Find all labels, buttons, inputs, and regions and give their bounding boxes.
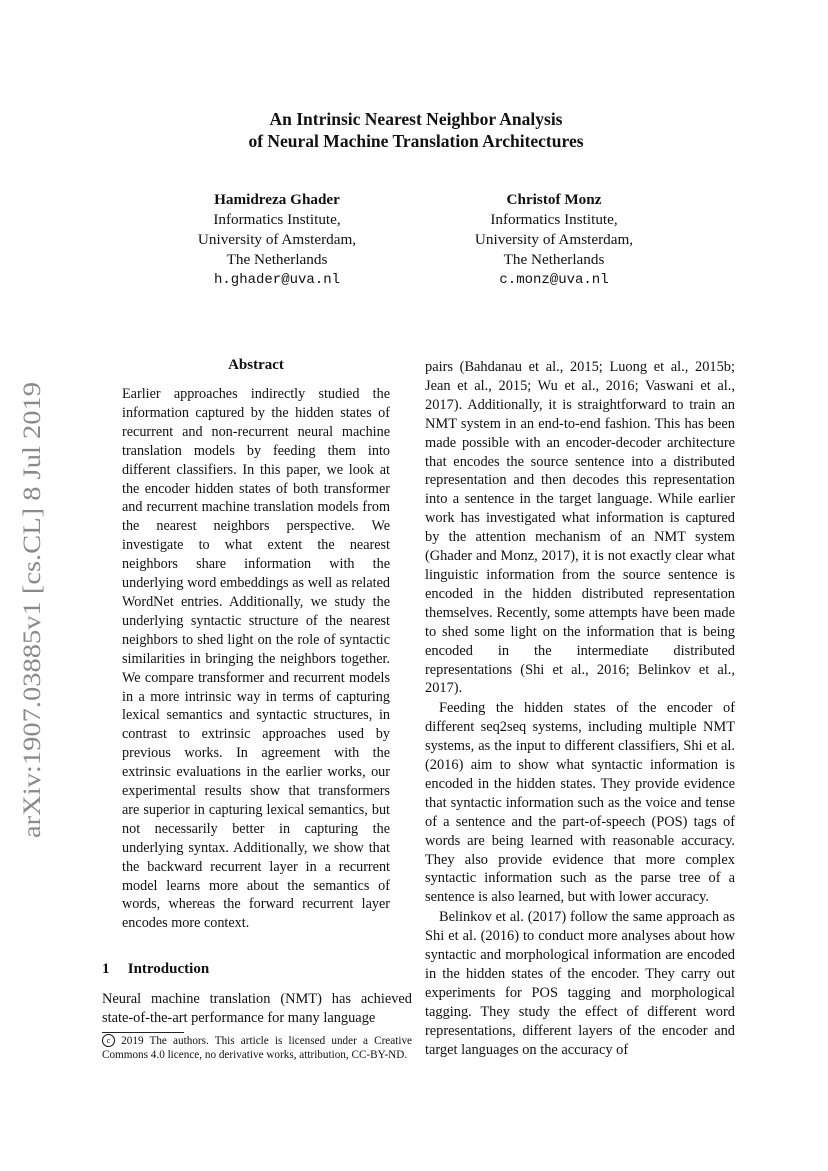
author-affiliation: Informatics Institute, xyxy=(490,211,618,228)
author-affiliation: The Netherlands xyxy=(503,251,605,268)
footnote-text: 2019 The authors. This article is licensed under a Creative Commons 4.0 licence, no derivative works, attribution, CC-BY-ND. xyxy=(102,1035,412,1061)
author-name: Hamidreza Ghader xyxy=(214,191,340,208)
section-number: 1 xyxy=(102,961,110,977)
author-email: h.ghader@uva.nl xyxy=(213,272,341,288)
section-title: Introduction xyxy=(127,961,210,977)
arxiv-identifier-stamp xyxy=(10,380,50,840)
right-column xyxy=(425,357,735,1060)
intro-paragraph-left xyxy=(102,990,412,1028)
author-affiliation: Informatics Institute, xyxy=(213,211,341,228)
author-affiliation: University of Amsterdam, xyxy=(197,231,357,248)
body-paragraph: pairs (Bahdanau et al., 2015; Luong et al., 2015b; Jean et al., 2015; Wu et al., 2016; Vaswani et al., 2017). Additionally, it is straightforward to train an NMT system in an end-to-end fashion. This has been made possible with an encoder-decoder architecture that encodes the source sentence into a distributed representation and then decodes this representation into a sentence in the target language. While earlier work has investigated what information is captured by the attention mechanism of an NMT system (Ghader and Monz, 2017), it is not exactly clear what linguistic information from the source sentence is encoded in the hidden distributed representation themselves. Recently, some attempts have been made to shed some light on the information that is being encoded in the intermediate distributed representations (Shi et al., 2016; Belinkov et al., 2017). xyxy=(425,359,735,697)
section-heading-introduction xyxy=(102,961,209,978)
author-block-2 xyxy=(434,190,674,290)
arxiv-identifier-text: arXiv:1907.03885v1 [cs.CL] 8 Jul 2019 xyxy=(19,438,46,838)
author-name: Christof Monz xyxy=(506,191,602,208)
author-block-1 xyxy=(157,190,397,290)
intro-text: Neural machine translation (NMT) has achieved state-of-the-art performance for many language xyxy=(102,991,412,1026)
author-email: c.monz@uva.nl xyxy=(499,272,609,288)
body-paragraph: Belinkov et al. (2017) follow the same approach as Shi et al. (2016) to conduct more analyses about how syntactic and morphological information are encoded in the hidden states of the encoder. They carry out experiments for POS tagging and morphological tagging. They study the effect of different word representations, different layers of the encoder and target languages on the accuracy of xyxy=(425,909,735,1058)
paper-title-line-2: of Neural Machine Translation Architectures xyxy=(248,131,584,151)
footnote-divider xyxy=(102,1032,184,1033)
copyright-footnote xyxy=(102,1034,412,1062)
paper-title xyxy=(100,108,732,152)
body-paragraph: Feeding the hidden states of the encoder of different seq2seq systems, including multiple NMT systems, as the input to different classifiers, Shi et al. (2016) aim to show what syntactic information is encoded in the hidden states. They provide evidence that syntactic information such as the voice and tense of a sentence and the part-of-speech (POS) tags of words are being learned with reasonable accuracy. They also provide evidence that more complex syntactic information such as the parse tree of a sentence is also learned, but with lower accuracy. xyxy=(425,700,735,906)
abstract-heading: Abstract xyxy=(228,357,284,373)
author-affiliation: The Netherlands xyxy=(226,251,328,268)
author-affiliation: University of Amsterdam, xyxy=(474,231,634,248)
copyright-icon: c xyxy=(102,1034,115,1047)
abstract-text: Earlier approaches indirectly studied the information captured by the hidden states of recurrent and non-recurrent neural machine translation models by feeding them into different classifiers. In this paper, we look at the encoder hidden states of both transformer and recurrent machine translation models from the nearest neighbors perspective. We investigate to what extent the nearest neighbors share information with the underlying word embeddings as well as related WordNet entries. Additionally, we study the underlying syntactic structure of the nearest neighbors to shed light on the role of syntactic similarities in bringing the neighbors together. We compare transformer and recurrent models in a more intrinsic way in terms of capturing lexical semantics and syntactic structures, in contrast to extrinsic approaches used by previous works. In agreement with the extrinsic evaluations in the earlier works, our experimental results show that transformers are superior in capturing lexical semantics, but not necessarily better in capturing the underlying syntax. Additionally, we show that the backward recurrent layer in a recurrent model learns more about the semantics of words, whereas the forward recurrent layer encodes more context. xyxy=(122,386,390,932)
paper-title-line-1: An Intrinsic Nearest Neighbor Analysis xyxy=(269,109,563,129)
